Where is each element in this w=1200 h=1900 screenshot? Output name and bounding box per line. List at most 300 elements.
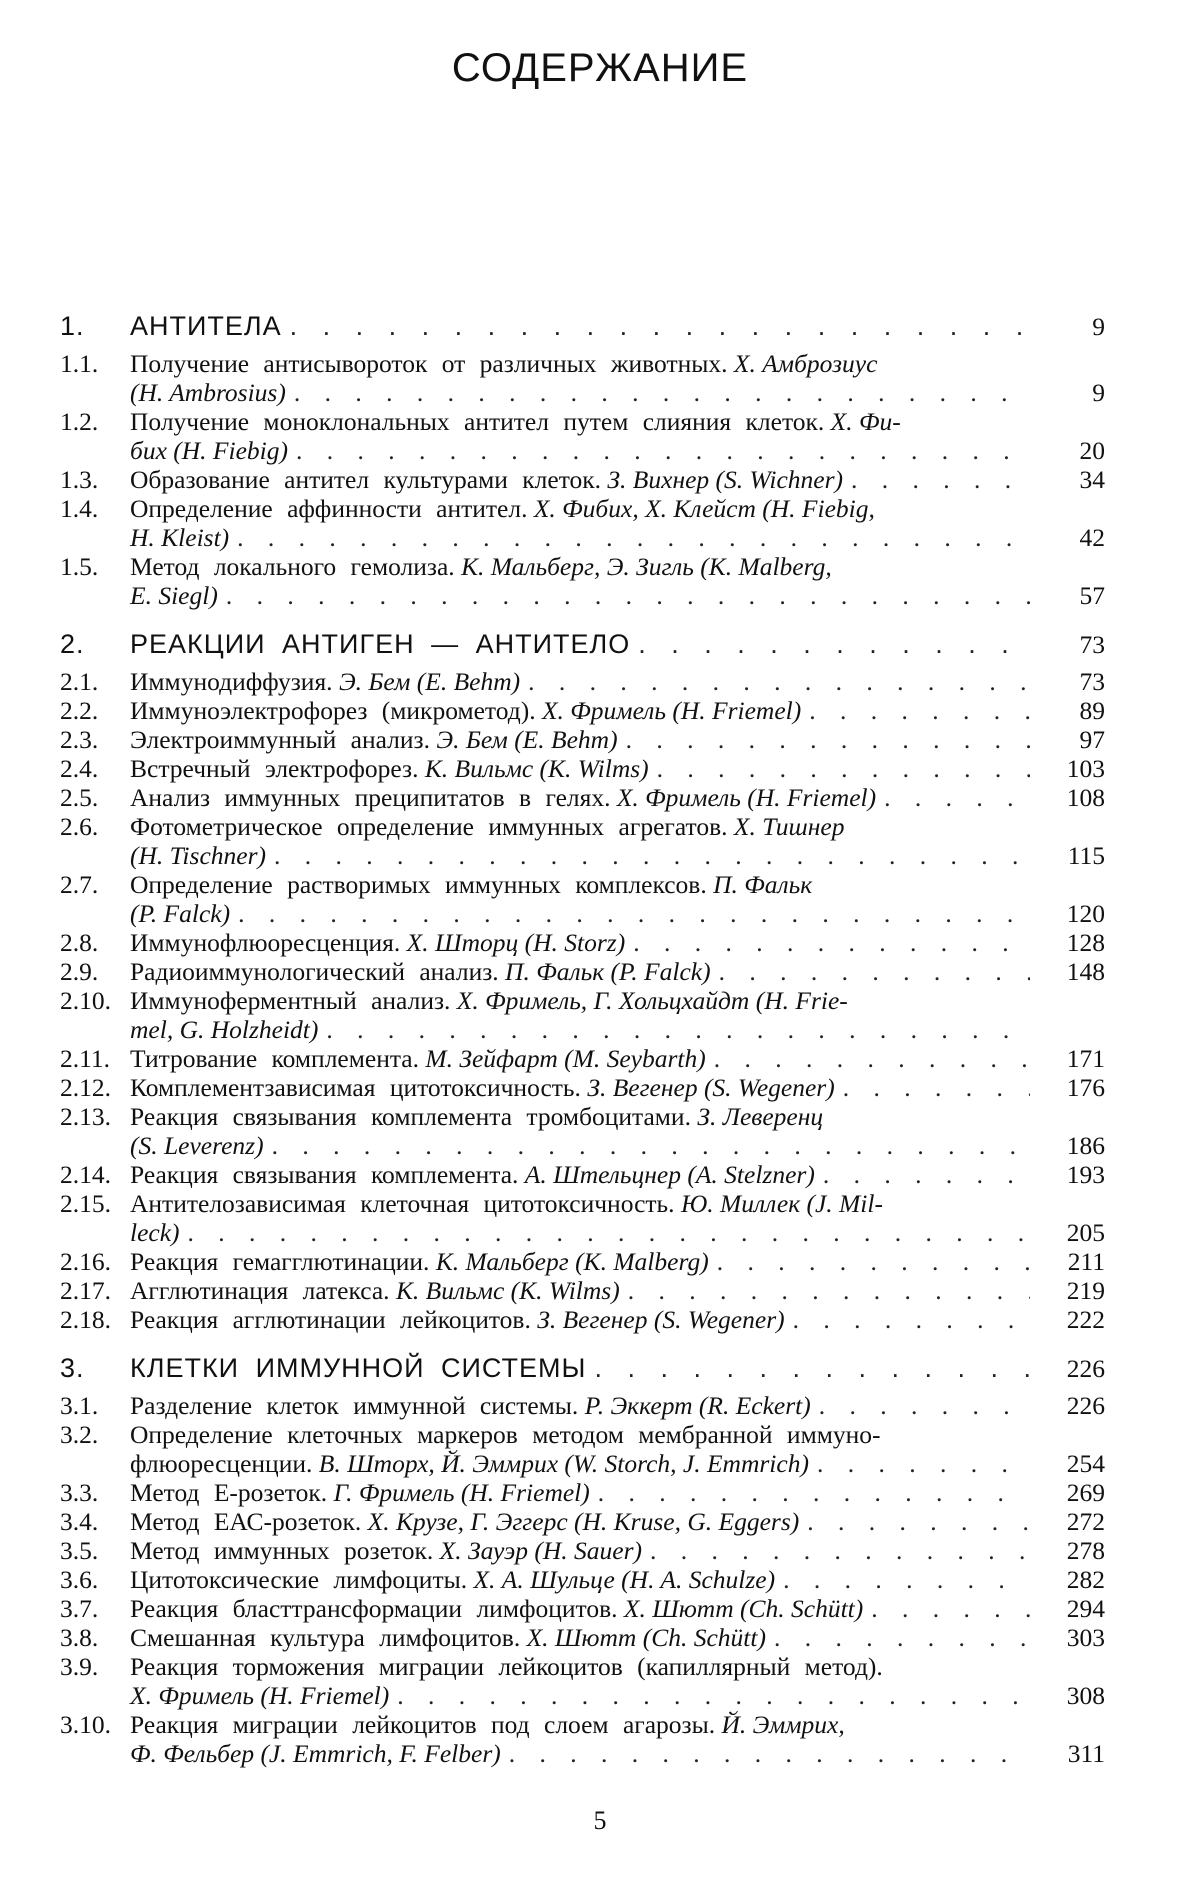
table-of-contents [60, 312, 1140, 1768]
entry-line [130, 1218, 1030, 1247]
entry-number: 3.5. [60, 1536, 99, 1565]
entry-page: 120 [1066, 899, 1105, 928]
entry-line [130, 1247, 1030, 1276]
entry-title: Электроиммунный анализ. [130, 725, 430, 754]
entry-page: 311 [1067, 1739, 1105, 1768]
entry-text [130, 667, 1030, 696]
entry-authors: (H. Tischner) [130, 841, 266, 870]
dot-leader [819, 1391, 1030, 1420]
entry-number: 3.3. [60, 1478, 99, 1507]
entry-title: Определение растворимых иммунных комплексов. [130, 870, 707, 899]
entry-text [130, 494, 1030, 552]
entry-number: 2.8. [60, 928, 99, 957]
entry-number: 3.4. [60, 1507, 99, 1536]
entry-title: Иммуноферментный анализ. [130, 986, 451, 1015]
entry-line [130, 957, 1030, 986]
toc-section [60, 1354, 1140, 1383]
entry-number: 3.10. [60, 1710, 111, 1739]
entry-page: 211 [1067, 1247, 1105, 1276]
entry-text [130, 349, 1030, 407]
entry-text [130, 1102, 1030, 1160]
entry-text [130, 1073, 1030, 1102]
entry-page: 226 [1066, 1354, 1105, 1383]
entry-line [130, 523, 1030, 552]
entry-authors: Х. Тишнер [733, 812, 845, 841]
entry-text [130, 1305, 1030, 1334]
dot-leader [528, 667, 1030, 696]
entry-line [130, 986, 1030, 1015]
entry-line [130, 1015, 1030, 1044]
entry-page: 20 [1079, 436, 1105, 465]
entry-line [130, 1420, 1030, 1449]
entry-line [130, 1478, 1030, 1507]
dot-leader [237, 523, 1030, 552]
entry-authors: (S. Leverenz) [130, 1131, 264, 1160]
entry-number: 2.5. [60, 783, 99, 812]
entry-line [130, 1131, 1030, 1160]
entry-line [130, 581, 1030, 610]
entry-number: 3.1. [60, 1391, 99, 1420]
entry-page: 219 [1066, 1276, 1105, 1305]
entry-title: Смешанная культура лимфоцитов. [130, 1623, 521, 1652]
entry-page: 108 [1066, 783, 1105, 812]
entry-page: 89 [1079, 696, 1105, 725]
entry-number: 2.2. [60, 696, 99, 725]
dot-leader [509, 1739, 1030, 1768]
entry-authors: leck) [130, 1218, 180, 1247]
entry-page: 254 [1066, 1449, 1105, 1478]
entry-line [130, 378, 1030, 407]
entry-number: 2.14. [60, 1160, 111, 1189]
entry-title: Встречный электрофорез. [130, 754, 419, 783]
entry-title: Реакция торможения миграции лейкоцитов (капиллярный метод). [130, 1652, 883, 1681]
entry-text [130, 465, 1030, 494]
entry-title: Реакция миграции лейкоцитов под слоем агарозы. [130, 1710, 716, 1739]
dot-leader [397, 1681, 1030, 1710]
toc-entry [60, 1247, 1140, 1276]
entry-line [130, 783, 1030, 812]
toc-section [60, 312, 1140, 341]
dot-leader [807, 1507, 1030, 1536]
entry-line [130, 1160, 1030, 1189]
entry-line [130, 1623, 1030, 1652]
entry-authors: Х. Шютт (Ch. Schütt) [526, 1623, 766, 1652]
entry-authors: Х. Крузе, Г. Эггерс (H. Kruse, G. Eggers) [367, 1507, 800, 1536]
entry-number: 3.8. [60, 1623, 99, 1652]
entry-page: 269 [1066, 1478, 1105, 1507]
toc-entry [60, 754, 1140, 783]
entry-number: 1.3. [60, 465, 99, 494]
entry-line [130, 1449, 1030, 1478]
toc-entry [60, 812, 1140, 870]
entry-line [130, 465, 1030, 494]
entry-text [130, 870, 1030, 928]
toc-entry [60, 1594, 1140, 1623]
toc-entry [60, 986, 1140, 1044]
entry-authors: З. Леверенц [697, 1102, 824, 1131]
entry-authors: А. Штельцнер (A. Stelzner) [524, 1160, 815, 1189]
entry-line [130, 1681, 1030, 1710]
entry-line [130, 1536, 1030, 1565]
entry-text [130, 725, 1030, 754]
dot-leader [717, 1247, 1030, 1276]
entry-number: 2.10. [60, 986, 111, 1015]
dot-leader [598, 1478, 1030, 1507]
entry-number: 1. [60, 311, 85, 341]
entry-authors: (P. Falck) [130, 899, 231, 928]
entry-title: Определение клеточных маркеров методом мембранной иммуно- [130, 1420, 881, 1449]
toc-entry [60, 1652, 1140, 1710]
dot-leader [817, 1449, 1030, 1478]
entry-title: Реакция связывания комплемента тромбоцитами. [130, 1102, 691, 1131]
dot-leader [714, 1044, 1030, 1073]
entry-number: 1.1. [60, 349, 99, 378]
entry-authors: З. Вегенер (S. Wegener) [537, 1305, 785, 1334]
entry-number: 1.2. [60, 407, 99, 436]
entry-authors: Р. Эккерт (R. Eckert) [584, 1391, 811, 1420]
entry-title: Метод иммунных розеток. [130, 1536, 434, 1565]
entry-number: 3.6. [60, 1565, 99, 1594]
entry-authors: Г. Фримель (H. Friemel) [333, 1478, 590, 1507]
entry-authors: З. Вихнер (S. Wichner) [607, 465, 843, 494]
toc-entry [60, 1478, 1140, 1507]
entry-title: флюоресценции. [130, 1449, 313, 1478]
entry-line [130, 928, 1030, 957]
entry-authors: В. Шторх, Й. Эммрих (W. Storch, J. Emmrich) [318, 1449, 809, 1478]
entry-page: 9 [1092, 312, 1105, 341]
entry-title: Иммуноэлектрофорез (микрометод). [130, 696, 536, 725]
entry-page: 226 [1066, 1391, 1105, 1420]
dot-leader [188, 1218, 1030, 1247]
dot-leader [793, 1305, 1030, 1334]
entry-title: Реакция бласттрансформации лимфоцитов. [130, 1594, 618, 1623]
entry-number: 1.5. [60, 552, 99, 581]
toc-entry [60, 494, 1140, 552]
entry-text [130, 1478, 1030, 1507]
entry-text [130, 407, 1030, 465]
entry-number: 2.13. [60, 1102, 111, 1131]
toc-entry [60, 1536, 1140, 1565]
toc-section [60, 630, 1140, 659]
toc-entry [60, 667, 1140, 696]
toc-entry [60, 1507, 1140, 1536]
entry-page: 42 [1079, 523, 1105, 552]
toc-entry [60, 1160, 1140, 1189]
entry-page: 171 [1066, 1044, 1105, 1073]
entry-authors: З. Вегенер (S. Wegener) [587, 1073, 835, 1102]
entry-authors: К. Мальберг (K. Malberg) [435, 1247, 709, 1276]
entry-line [130, 667, 1030, 696]
entry-page: 176 [1066, 1073, 1105, 1102]
entry-number: 2.6. [60, 812, 99, 841]
entry-authors: Х. Амброзиус [733, 349, 878, 378]
entry-title: Метод локального гемолиза. [130, 552, 455, 581]
entry-line [130, 812, 1030, 841]
entry-line [130, 349, 1030, 378]
toc-entry [60, 1276, 1140, 1305]
entry-title: Иммунофлюоресценция. [130, 928, 401, 957]
entry-authors: Ю. Миллек (J. Mil- [680, 1189, 883, 1218]
entry-line [130, 1565, 1030, 1594]
entry-page: 73 [1079, 667, 1105, 696]
entry-title: Иммунодиффузия. [130, 667, 333, 696]
entry-text [130, 1623, 1030, 1652]
dot-leader [871, 1594, 1030, 1623]
entry-page: 294 [1066, 1594, 1105, 1623]
entry-line [130, 1276, 1030, 1305]
entry-page: 148 [1066, 957, 1105, 986]
entry-text [130, 552, 1030, 610]
entry-authors: П. Фальк (P. Falck) [505, 957, 711, 986]
entry-page: 103 [1066, 754, 1105, 783]
entry-title: Определение аффинности антител. [130, 494, 528, 523]
entry-line [130, 1073, 1030, 1102]
entry-page: 115 [1067, 841, 1105, 870]
entry-text [130, 1354, 1030, 1383]
entry-line [130, 436, 1030, 465]
dot-leader [238, 899, 1030, 928]
entry-authors: Х. А. Шульце (H. A. Schulze) [473, 1565, 776, 1594]
entry-title: Анализ иммунных преципитатов в гелях. [130, 783, 611, 812]
entry-authors: К. Вильмс (K. Wilms) [395, 1276, 620, 1305]
entry-text [130, 783, 1030, 812]
dot-leader [657, 754, 1030, 783]
toc-entry [60, 1102, 1140, 1160]
entry-number: 3. [60, 1353, 85, 1383]
toc-entry [60, 1044, 1140, 1073]
entry-page: 9 [1092, 378, 1105, 407]
page-number: 5 [593, 1806, 607, 1835]
entry-line [130, 552, 1030, 581]
entry-line [130, 754, 1030, 783]
entry-line [130, 1044, 1030, 1073]
toc-entry [60, 1305, 1140, 1334]
dot-leader [719, 957, 1030, 986]
entry-page: 282 [1066, 1565, 1105, 1594]
entry-text [130, 1536, 1030, 1565]
entry-line [130, 841, 1030, 870]
entry-text [130, 1247, 1030, 1276]
entry-authors: Х. Фримель (H. Friemel) [541, 696, 802, 725]
entry-text [130, 1160, 1030, 1189]
entry-authors: бих (H. Fiebig) [130, 436, 288, 465]
entry-number: 2.7. [60, 870, 99, 899]
entry-authors: mel, G. Holzheidt) [130, 1015, 319, 1044]
entry-title: Комплементзависимая цитотоксичность. [130, 1073, 581, 1102]
entry-text [130, 1565, 1030, 1594]
entry-text [130, 1391, 1030, 1420]
entry-line [130, 1739, 1030, 1768]
entry-title: Разделение клеток иммунной системы. [130, 1391, 579, 1420]
entry-title: Получение антисывороток от различных животных. [130, 349, 728, 378]
entry-text [130, 812, 1030, 870]
dot-leader [884, 783, 1030, 812]
toc-entry [60, 696, 1140, 725]
entry-page: 97 [1079, 725, 1105, 754]
dot-leader [626, 725, 1030, 754]
entry-number: 2.4. [60, 754, 99, 783]
entry-page: 303 [1066, 1623, 1105, 1652]
entry-line [130, 1391, 1030, 1420]
entry-authors: H. Kleist) [130, 523, 230, 552]
toc-entry [60, 1073, 1140, 1102]
entry-number: 3.9. [60, 1652, 99, 1681]
entry-title: Получение моноклональных антител путем слияния клеток. [130, 407, 825, 436]
dot-leader [638, 630, 1030, 659]
entry-page: 186 [1066, 1131, 1105, 1160]
dot-leader [774, 1623, 1030, 1652]
toc-entry [60, 1189, 1140, 1247]
entry-page: 73 [1079, 630, 1105, 659]
entry-number: 1.4. [60, 494, 99, 523]
dot-leader [843, 1073, 1030, 1102]
entry-title: Титрование комплемента. [130, 1044, 419, 1073]
dot-leader [326, 1015, 1030, 1044]
entry-authors: М. Зейфарт (M. Seybarth) [425, 1044, 706, 1073]
dot-leader [650, 1536, 1030, 1565]
toc-entry [60, 1420, 1140, 1478]
dot-leader [226, 581, 1030, 610]
entry-text [130, 1594, 1030, 1623]
dot-leader [823, 1160, 1030, 1189]
entry-page: 278 [1066, 1536, 1105, 1565]
entry-line [130, 1710, 1030, 1739]
entry-number: 2.17. [60, 1276, 111, 1305]
entry-number: 2.18. [60, 1305, 111, 1334]
entry-text [130, 1420, 1030, 1478]
entry-text [130, 928, 1030, 957]
entry-text [130, 1710, 1030, 1768]
entry-line [130, 1102, 1030, 1131]
entry-title: Метод Е-розеток. [130, 1478, 328, 1507]
entry-line [130, 1594, 1030, 1623]
entry-line [130, 630, 1030, 659]
entry-number: 2.9. [60, 957, 99, 986]
toc-entry [60, 1623, 1140, 1652]
entry-text [130, 1276, 1030, 1305]
dot-leader [272, 1131, 1030, 1160]
entry-text [130, 630, 1030, 659]
entry-line [130, 696, 1030, 725]
entry-title: Реакция гемагглютинации. [130, 1247, 430, 1276]
entry-line [130, 1354, 1030, 1383]
entry-title: Радиоиммунологический анализ. [130, 957, 499, 986]
entry-authors: Х. Фримель (H. Friemel) [130, 1681, 390, 1710]
entry-text [130, 754, 1030, 783]
entry-page: 193 [1066, 1160, 1105, 1189]
entry-number: 3.7. [60, 1594, 99, 1623]
entry-text [130, 986, 1030, 1044]
dot-leader [783, 1565, 1030, 1594]
entry-number: 2.11. [60, 1044, 111, 1073]
entry-authors: E. Siegl) [130, 581, 218, 610]
toc-entry [60, 552, 1140, 610]
dot-leader [628, 1276, 1030, 1305]
entry-line [130, 494, 1030, 523]
entry-title: Фотометрическое определение иммунных агрегатов. [130, 812, 728, 841]
dot-leader [851, 465, 1030, 494]
entry-title: Цитотоксические лимфоциты. [130, 1565, 468, 1594]
toc-entry [60, 957, 1140, 986]
toc-entry [60, 928, 1140, 957]
entry-title: АНТИТЕЛА [130, 311, 282, 341]
toc-entry [60, 1565, 1140, 1594]
toc-entry [60, 870, 1140, 928]
entry-number: 2.3. [60, 725, 99, 754]
entry-line [130, 1652, 1030, 1681]
entry-authors: К. Мальберг, Э. Зигль (K. Malberg, [461, 552, 832, 581]
entry-page: 308 [1066, 1681, 1105, 1710]
toc-entry [60, 407, 1140, 465]
entry-line [130, 1507, 1030, 1536]
entry-text [130, 1652, 1030, 1710]
entry-page: 34 [1079, 465, 1105, 494]
entry-title: Образование антител культурами клеток. [130, 465, 602, 494]
dot-leader [290, 312, 1030, 341]
entry-text [130, 312, 1030, 341]
dot-leader [294, 378, 1030, 407]
entry-line [130, 725, 1030, 754]
entry-title: Антителозависимая клеточная цитотоксичность. [130, 1189, 675, 1218]
entry-title: КЛЕТКИ ИММУННОЙ СИСТЕМЫ [130, 1353, 587, 1383]
entry-authors: (H. Ambrosius) [130, 378, 286, 407]
entry-number: 2.15. [60, 1189, 111, 1218]
toc-entry [60, 349, 1140, 407]
entry-title: Агглютинация латекса. [130, 1276, 390, 1305]
entry-text [130, 957, 1030, 986]
entry-number: 2. [60, 629, 85, 659]
dot-leader [296, 436, 1030, 465]
entry-authors: Х. Шторц (H. Storz) [406, 928, 626, 957]
entry-number: 2.1. [60, 667, 99, 696]
entry-page: 205 [1066, 1218, 1105, 1247]
entry-authors: К. Вильмс (K. Wilms) [424, 754, 649, 783]
entry-title: РЕАКЦИИ АНТИГЕН — АНТИТЕЛО [130, 629, 631, 659]
entry-text [130, 1189, 1030, 1247]
entry-line [130, 312, 1030, 341]
entry-number: 2.12. [60, 1073, 111, 1102]
entry-page: 57 [1079, 581, 1105, 610]
entry-authors: Х. Фримель, Г. Хольцхайдт (H. Frie- [456, 986, 848, 1015]
entry-page: 128 [1066, 928, 1105, 957]
toc-entry [60, 1710, 1140, 1768]
entry-text [130, 1044, 1030, 1073]
entry-text [130, 696, 1030, 725]
toc-entry [60, 783, 1140, 812]
entry-title: Метод ЕАС-розеток. [130, 1507, 362, 1536]
dot-leader [633, 928, 1030, 957]
entry-authors: Х. Фибих, Х. Клейст (H. Fiebig, [533, 494, 875, 523]
entry-line [130, 1189, 1030, 1218]
entry-line [130, 899, 1030, 928]
entry-number: 3.2. [60, 1420, 99, 1449]
entry-authors: П. Фальк [713, 870, 813, 899]
entry-authors: Й. Эммрих, [721, 1710, 845, 1739]
toc-entry [60, 1391, 1140, 1420]
entry-line [130, 870, 1030, 899]
entry-authors: Ф. Фельбер (J. Emmrich, F. Felber) [130, 1739, 501, 1768]
entry-authors: Э. Бем (E. Behm) [436, 725, 618, 754]
entry-number: 2.16. [60, 1247, 111, 1276]
entry-authors: Х. Фи- [830, 407, 901, 436]
dot-leader [274, 841, 1030, 870]
entry-text [130, 1507, 1030, 1536]
dot-leader [809, 696, 1030, 725]
toc-entry [60, 465, 1140, 494]
entry-page: 272 [1066, 1507, 1105, 1536]
entry-line [130, 407, 1030, 436]
page-title: СОДЕРЖАНИЕ [451, 46, 749, 90]
